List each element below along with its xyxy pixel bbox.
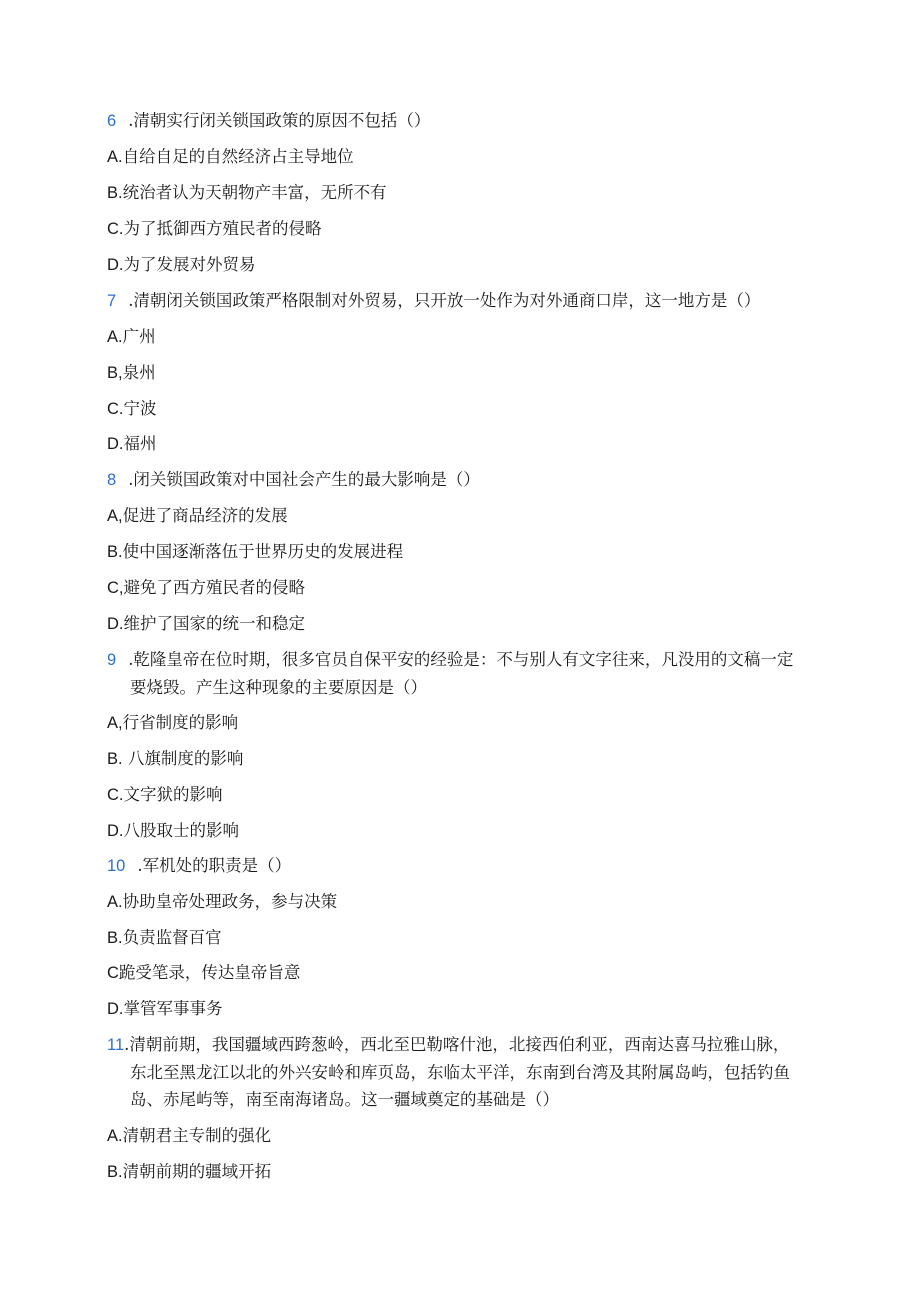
- question-text: .闭关锁国政策对中国社会产生的最大影响是（）: [128, 470, 480, 489]
- question-8-stem: [107, 470, 480, 490]
- option-letter: B.: [107, 1163, 123, 1181]
- option-letter: A,: [107, 714, 123, 732]
- option-c: [107, 963, 300, 983]
- question-text: .清朝实行闭关锁国政策的原因不包括（）: [128, 111, 431, 130]
- option-b: [107, 1162, 271, 1182]
- option-b: [107, 363, 156, 383]
- option-text: 使中国逐渐落伍于世界历史的发展进程: [122, 542, 404, 561]
- question-number: 8: [107, 471, 117, 489]
- question-text: .军机处的职责是（）: [137, 856, 292, 875]
- question-10-stem: [107, 856, 291, 876]
- option-a: [107, 713, 238, 733]
- option-letter: D.: [107, 822, 124, 840]
- option-letter: B.: [107, 184, 123, 202]
- option-text: 泉州: [122, 363, 156, 382]
- option-text: 协助皇帝处理政务，参与决策: [122, 892, 338, 911]
- question-11-stem: [107, 1035, 789, 1055]
- question-7-stem: [107, 291, 760, 311]
- option-b: [107, 749, 243, 769]
- option-text: 统治者认为天朝物产丰富，无所不有: [122, 183, 387, 202]
- option-b: [107, 928, 222, 948]
- option-text: 清朝君主专制的强化: [122, 1126, 272, 1145]
- option-text: 促进了商品经济的发展: [122, 506, 288, 525]
- option-a: [107, 147, 354, 167]
- option-c: [107, 399, 157, 419]
- option-text: 负责监督百官: [122, 928, 222, 947]
- option-a: [107, 506, 288, 526]
- option-text: 掌管军事事务: [123, 999, 223, 1018]
- option-letter: D.: [107, 615, 124, 633]
- option-text: 宁波: [123, 399, 157, 418]
- option-b: [107, 542, 403, 562]
- option-letter: C,: [107, 579, 124, 597]
- option-letter: C.: [107, 400, 124, 418]
- question-11-stem-continued: 岛、赤尾屿等，南至南海诸岛。这一疆域奠定的基础是（）: [130, 1090, 559, 1109]
- option-text: 为了抵御西方殖民者的侵略: [123, 219, 322, 238]
- option-letter: D.: [107, 1000, 124, 1018]
- option-letter: B.: [107, 543, 123, 561]
- option-d: [107, 255, 256, 275]
- question-number: 9: [107, 651, 117, 669]
- option-d: [107, 821, 239, 841]
- question-number: 6: [107, 112, 117, 130]
- option-letter: C.: [107, 220, 124, 238]
- option-letter: A,: [107, 507, 123, 525]
- option-a: [107, 892, 337, 912]
- option-d: [107, 614, 305, 634]
- option-letter: C: [107, 964, 119, 982]
- question-9-stem-continued: 要烧毁。产生这种现象的主要原因是（）: [130, 678, 427, 697]
- option-text: 清朝前期的疆域开拓: [122, 1162, 272, 1181]
- option-text: 维护了国家的统一和稳定: [123, 614, 305, 633]
- option-b: [107, 183, 387, 203]
- question-number: 10: [107, 857, 126, 875]
- option-letter: A.: [107, 328, 123, 346]
- option-text: 自给自足的自然经济占主导地位: [122, 147, 354, 166]
- option-text: 八旗制度的影响: [122, 749, 244, 768]
- question-text: .乾隆皇帝在位时期，很多官员自保平安的经验是：不与别人有文字往来，凡没用的文稿一定: [128, 650, 794, 669]
- option-letter: D.: [107, 256, 124, 274]
- option-a: [107, 327, 156, 347]
- question-number: 7: [107, 292, 117, 310]
- option-text: 避免了西方殖民者的侵略: [123, 578, 305, 597]
- option-text: 行省制度的影响: [122, 713, 239, 732]
- option-letter: D.: [107, 435, 124, 453]
- option-a: [107, 1126, 271, 1146]
- option-text: 跪受笔录，传达皇帝旨意: [118, 963, 301, 982]
- question-6-stem: [107, 111, 430, 131]
- option-c: [107, 219, 322, 239]
- option-c: [107, 578, 305, 598]
- option-text: 八股取士的影响: [123, 821, 239, 840]
- option-letter: C.: [107, 786, 124, 804]
- option-letter: B.: [107, 929, 123, 947]
- option-text: 文字狱的影响: [123, 785, 223, 804]
- option-letter: A.: [107, 148, 123, 166]
- question-text: .清朝前期，我国疆域西跨葱岭，西北至巴勒喀什池，北接西伯利亚，西南达喜马拉雅山脉，: [124, 1035, 790, 1054]
- option-text: 福州: [123, 434, 157, 453]
- option-letter: B,: [107, 364, 123, 382]
- question-11-stem-continued: 东北至黑龙江以北的外兴安岭和库页岛，东临太平洋，东南到台湾及其附属岛屿，包括钓鱼: [130, 1063, 790, 1082]
- option-d: [107, 434, 157, 454]
- option-text: 广州: [122, 327, 156, 346]
- option-c: [107, 785, 223, 805]
- question-9-stem: [107, 650, 793, 670]
- option-letter: A.: [107, 1127, 123, 1145]
- option-d: [107, 999, 223, 1019]
- option-letter: A.: [107, 893, 123, 911]
- option-letter: B.: [107, 750, 123, 768]
- question-text: .清朝闭关锁国政策严格限制对外贸易，只开放一处作为对外通商口岸，这一地方是（）: [128, 291, 761, 310]
- option-text: 为了发展对外贸易: [123, 255, 256, 274]
- question-number: 11: [107, 1036, 125, 1054]
